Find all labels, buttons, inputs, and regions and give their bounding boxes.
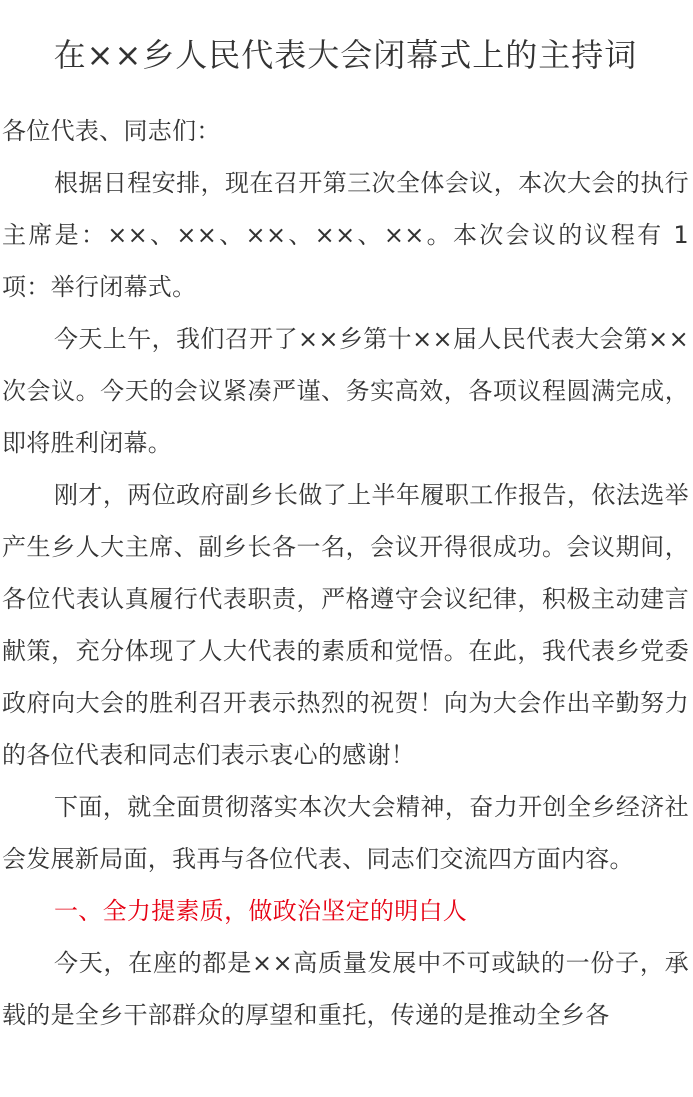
- paragraph-meeting-summary: 今天上午，我们召开了××乡第十××届人民代表大会第××次会议。今天的会议紧凑严谨、务实高效，各项议程圆满完成，即将胜利闭幕。: [2, 325, 689, 457]
- paragraph-introduction: 下面，就全面贯彻落实本次大会精神，奋力开创全乡经济社会发展新局面，我再与各位代表、同志们交流四方面内容。: [2, 793, 689, 873]
- paragraph-election-thanks: 刚才，两位政府副乡长做了上半年履职工作报告，依法选举产生乡人大主席、副乡长各一名，会议开得很成功。会议期间，各位代表认真履行代表职责，严格遵守会议纪律，积极主动建言献策，充分体现了人大代表的素质和觉悟。在此，我代表乡党委政府向大会的胜利召开表示热烈的祝贺！向为大会作出辛勤努力的各位代表和同志们表示衷心的感谢！: [2, 481, 689, 769]
- salutation: 各位代表、同志们：: [2, 117, 221, 145]
- document-title: 在××乡人民代表大会闭幕式上的主持词: [53, 36, 638, 74]
- section-heading: 一、全力提素质，做政治坚定的明白人: [54, 897, 468, 925]
- paragraph-section-body: 今天，在座的都是××高质量发展中不可或缺的一份子，承载的是全乡干部群众的厚望和重托，传递的是推动全乡各: [2, 949, 689, 1029]
- document-body: [2, 105, 689, 1041]
- paragraph-schedule: 根据日程安排，现在召开第三次全体会议，本次大会的执行主席是：××、××、××、××、××。本次会议的议程有 1 项：举行闭幕式。: [2, 169, 689, 301]
